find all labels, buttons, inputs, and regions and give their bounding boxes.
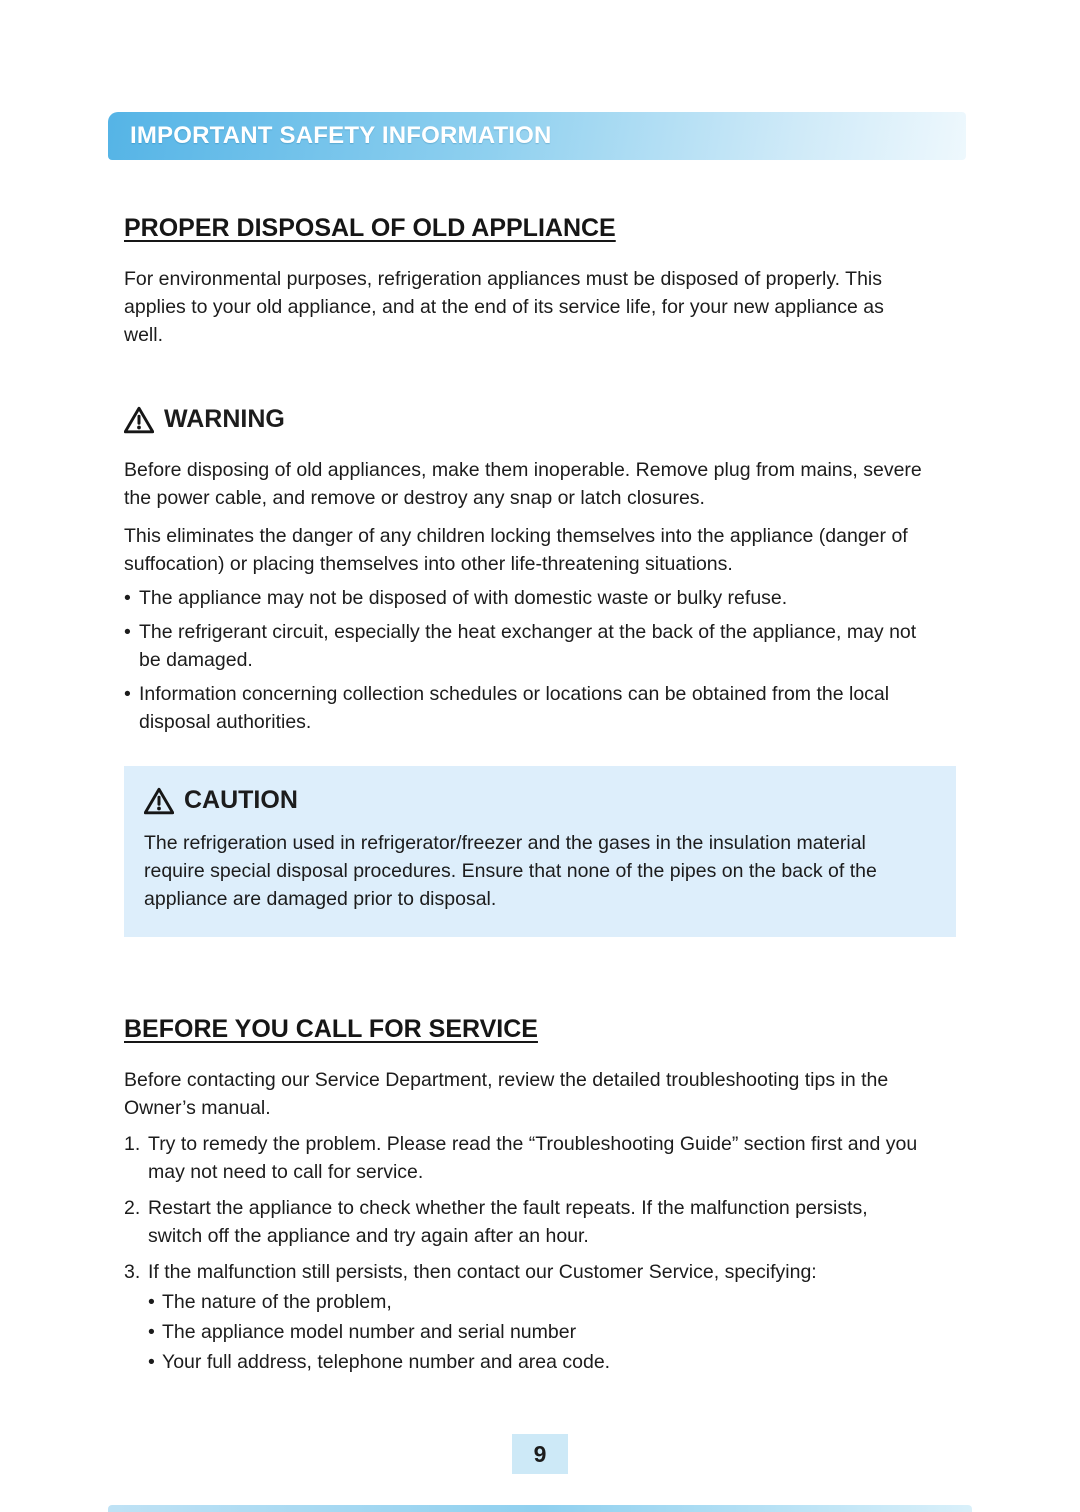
bullet-marker: •: [148, 1291, 155, 1313]
caution-triangle-icon: [144, 787, 174, 815]
section-banner: [108, 112, 966, 160]
service-step: [124, 1194, 924, 1250]
step-number: 1.: [124, 1133, 141, 1155]
bullet-text: The appliance may not be disposed of with domestic waste or bulky refuse.: [139, 587, 788, 609]
service-intro-paragraph: Before contacting our Service Department, review the detailed troubleshooting tips in the Owner’s manual.: [124, 1069, 889, 1119]
caution-heading: [144, 786, 932, 815]
step-text: Restart the appliance to check whether the fault repeats. If the malfunction persists, switch off the appliance and try again after an hour.: [148, 1197, 868, 1247]
warning-heading: [124, 405, 956, 434]
sub-bullet-text: The appliance model number and serial number: [162, 1321, 577, 1343]
page-number: [512, 1434, 568, 1474]
warning-label: WARNING: [164, 405, 285, 433]
bullet-marker: •: [148, 1321, 155, 1343]
caution-text: The refrigeration used in refrigerator/freezer and the gases in the insulation material require special disposal procedures. Ensure that none of the pipes on the back of the appliance are damaged prior to disposal.: [144, 832, 877, 910]
bullet-marker: •: [148, 1351, 155, 1373]
step-number: 3.: [124, 1261, 141, 1283]
disposal-intro-paragraph: For environmental purposes, refrigeration appliances must be disposed of properly. This applies to your old appliance, and at the end of its service life, for your new appliance as well.: [124, 268, 884, 346]
caution-label: CAUTION: [184, 786, 298, 814]
warning-triangle-icon: [124, 406, 154, 434]
warning-bullet-item: [124, 584, 924, 612]
service-sub-bullet: [148, 1318, 948, 1346]
service-sub-bullet: [148, 1288, 948, 1316]
page-content: [124, 188, 956, 1376]
warning-paragraph: Before disposing of old appliances, make them inoperable. Remove plug from mains, severe the power cable, and remove or destroy any snap or latch closures.: [124, 459, 922, 509]
page-number-value: 9: [533, 1440, 547, 1467]
step-text: Try to remedy the problem. Please read the “Troubleshooting Guide” section first and you may not need to call for service.: [148, 1133, 918, 1183]
bullet-marker: •: [124, 683, 131, 705]
heading-proper-disposal: PROPER DISPOSAL OF OLD APPLIANCE: [124, 214, 616, 242]
step-text: If the malfunction still persists, then contact our Customer Service, specifying:: [148, 1261, 817, 1283]
sub-bullet-text: Your full address, telephone number and area code.: [162, 1351, 611, 1373]
bullet-text: Information concerning collection schedules or locations can be obtained from the local disposal authorities.: [139, 683, 890, 733]
service-step: [124, 1258, 924, 1286]
heading-before-you-call: BEFORE YOU CALL FOR SERVICE: [124, 1015, 538, 1043]
warning-paragraph: This eliminates the danger of any children locking themselves into the appliance (danger of suffocation) or placing themselves into other life-threatening situations.: [124, 525, 908, 575]
warning-bullet-item: [124, 680, 924, 736]
step-number: 2.: [124, 1197, 141, 1219]
caution-box: [124, 766, 956, 937]
service-sub-bullet: [148, 1348, 948, 1376]
banner-title: IMPORTANT SAFETY INFORMATION: [130, 122, 552, 149]
sub-bullet-text: The nature of the problem,: [162, 1291, 392, 1313]
bullet-text: The refrigerant circuit, especially the heat exchanger at the back of the appliance, may not be damaged.: [139, 621, 917, 671]
warning-bullet-item: [124, 618, 924, 674]
bullet-marker: •: [124, 621, 131, 643]
bullet-marker: •: [124, 587, 131, 609]
bottom-edge-decoration: [108, 1505, 972, 1512]
service-step: [124, 1130, 924, 1186]
